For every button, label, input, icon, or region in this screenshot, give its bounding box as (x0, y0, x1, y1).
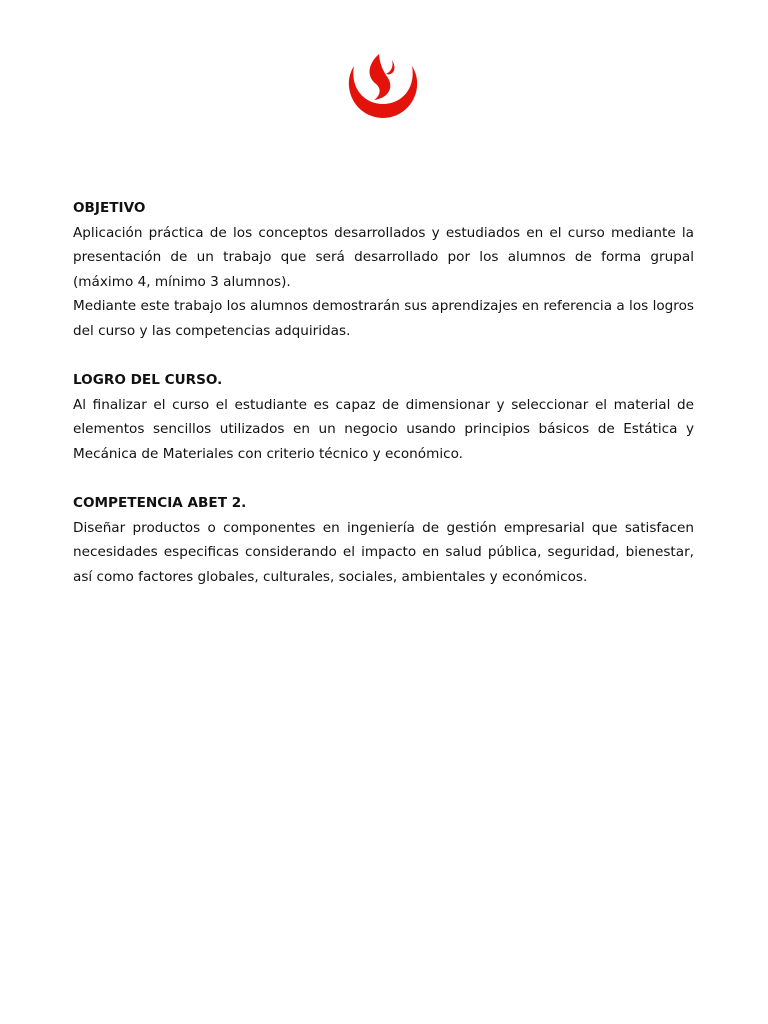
upc-flame-logo-icon (346, 52, 420, 122)
paragraph: Aplicación práctica de los conceptos desarrollados y estudiados en el curso mediante la presentación de un trabajo que será desarrollado por los alumnos de forma grupal (máximo 4, mínimo 3 alumnos). (73, 224, 694, 290)
section-logro-del-curso (73, 368, 694, 466)
section-heading: OBJETIVO (73, 200, 146, 216)
section-objetivo (73, 196, 694, 344)
section-heading: COMPETENCIA ABET 2. (73, 495, 247, 512)
paragraph: Diseñar productos o componentes en ingeniería de gestión empresarial que satisfacen necesidades especificas considerando el impacto en salud pública, seguridad, bienestar, así como factores globales, culturales, sociales, ambientales y económicos. (73, 519, 694, 585)
section-heading: LOGRO DEL CURSO. (73, 372, 223, 389)
document-body (73, 196, 694, 590)
paragraph: Al finalizar el curso el estudiante es capaz de dimensionar y seleccionar el material de elementos sencillos utilizados en un negocio usando principios básicos de Estática y Mecánica de Materiales con criterio técnico y económico. (73, 396, 694, 462)
university-logo (346, 52, 420, 122)
section-competencia-abet (73, 491, 694, 589)
paragraph: Mediante este trabajo los alumnos demostrarán sus aprendizajes en referencia a los logros del curso y las competencias adquiridas. (73, 298, 694, 339)
